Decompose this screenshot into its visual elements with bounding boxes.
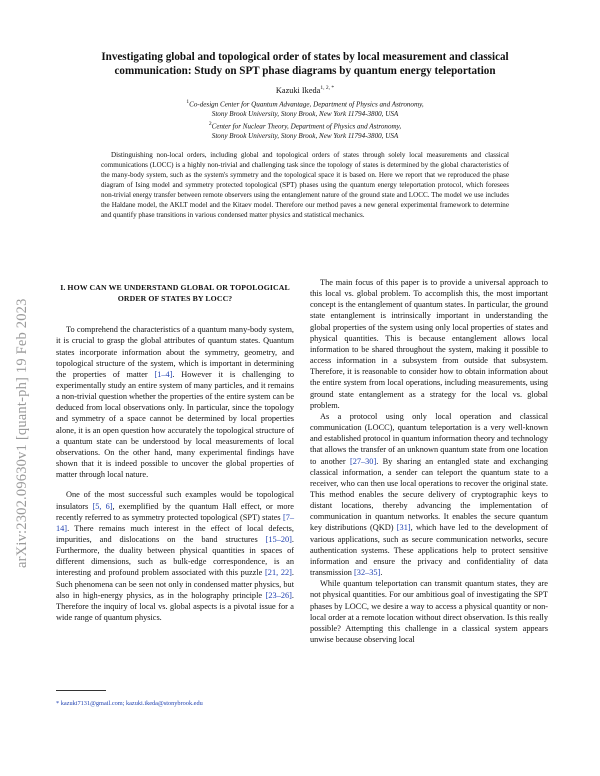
- citation-link[interactable]: [5, 6]: [92, 501, 113, 511]
- citation-link[interactable]: [15–20]: [265, 535, 292, 544]
- citation-link[interactable]: [7–14]: [56, 512, 294, 533]
- citation-link[interactable]: [32–35]: [354, 568, 381, 578]
- author-superscript: 1, 2, *: [320, 85, 335, 91]
- body-paragraph: To comprehend the characteristics of a quantum many-body system, it is crucial to grasp the global attributes of quantum states. Quantum states incorporate information about the symmetry, geometry, and topological structure of the system, which is important in determining the properties of matter [1–4]. However it is challenging to experimentally study an entire system of many particles, and it remains a non-trivial question whether the properties of the entire system can be deduced from local observations only. In particular, since the topology and symmetry of a space cannot be determined by local properties alone, it is an open question how accurately the topological structure of a quantum state can be understood by local measurements of local observations. On the other hand, many experimental findings have shown that it is indeed possible to uncover the global properties of matter through local nature.: [56, 325, 294, 480]
- footnote-divider: [56, 690, 106, 691]
- citation-link[interactable]: [27–30]: [349, 456, 377, 466]
- affiliations: [66, 98, 544, 141]
- right-column: [310, 277, 548, 645]
- author-line: [66, 85, 544, 95]
- body-paragraph: As a protocol using only local operation and classical communication (LOCC), quantum teleportation is a very well-known and established protocol in quantum information theory and technology that allows the transfer of an unknown quantum state from one location to another [27–30]. By sharing an entangled state and exchanging classical information, a sender can teleport the quantum state to a receiver, who can then use local operations to recover the original state. This method enables the secure delivery of cryptographic keys to distant locations, thereby advancing the implementation of communication in quantum networks. It enables the secure quantum key distributions (QKD) [31], which have led to the development of various applications, such as secure communication networks, secure authentication systems. These applications help to protect sensitive information and ensure the privacy and confidentiality of data transmission [32–35].: [310, 411, 548, 578]
- affiliation-line: $^2$Center for Nuclear Theory, Department of Physics and Astronomy,: [208, 120, 402, 130]
- body-paragraph: While quantum teleportation can transmit quantum states, they are not physical quantities. For our ambitious goal of investigating the SPT phases by LOCC, we desire a way to access a physical quantity or non-local order at a remote location without direct observation. Is this really possible? Attempting this challenge in a classical system appears unwise because observing local: [310, 579, 548, 644]
- body-paragraph: The main focus of this paper is to provide a universal approach to this local vs. global problem. To accomplish this, the most important concept is the entanglement of quantum states. In particular, the ground state entanglement is intrinsically important in understanding the global properties of the system using only local properties of states and physical quantities. This is because entanglement allows local information to be shared throughout the system, making it possible to access information in a subsystem from outside that subsystem. Therefore, it is reasonable to consider how to obtain information about the entire system from local operations, including measurements, using ground state entanglement as a strategy for the local vs. global problem.: [310, 278, 548, 410]
- arxiv-identifier[interactable]: arXiv:2302.09630v1 [quant-ph] 19 Feb 2023: [14, 298, 30, 568]
- citation-link[interactable]: [31]: [396, 523, 411, 533]
- author-email-footnote[interactable]: * kazuki7131@gmail.com; kazuki.ikeda@stonybrook.edu: [56, 700, 203, 707]
- affiliation-line: Stony Brook University, Stony Brook, New York 11794-3800, USA: [211, 131, 399, 140]
- citation-link[interactable]: [23–26]: [265, 590, 292, 600]
- left-column: [56, 283, 294, 623]
- citation-link[interactable]: [1–4]: [154, 369, 173, 379]
- affiliation-line: Stony Brook University, Stony Brook, New York 11794-3800, USA: [211, 109, 399, 118]
- abstract: Distinguishing non-local orders, including global and topological orders of states through solely local measurements and classical communications (LOCC) is a highly non-trivial and challenging task since the topology of states is determined by the global characteristics of the many-body system, such as the system's symmetry and the topological space it is based on. Here we report that we reproduced the phase diagram of Ising model and symmetry protected topological (SPT) phases using the quantum energy teleportation protocol, which foresees non-trivial energy transfer between remote observers using the entanglement nature of the ground state and LOCC. The model we use includes the Haldane model, the AKLT model and the Kitaev model. Therefore our method paves a new general experimental framework to determine and quantify phase transitions in various condensed matter physics and statistical mechanics.: [101, 151, 509, 219]
- author-name: Kazuki Ikeda: [275, 85, 321, 95]
- affiliation-line: $^1$Co-design Center for Quantum Advantage, Department of Physics and Astronomy,: [186, 99, 424, 109]
- body-paragraph: One of the most successful such examples would be topological insulators [5, 6], exemplified by the quantum Hall effect, or more recently referred to as symmetry protected topological (SPT) states [7–14]. There remains much interest in the effect of local defects, impurities, and dislocations on the band structures [15–20]. Furthermore, the duality between physical quantities in spaces of different dimensions, such as bulk-edge correspondence, is an interesting and profound problem associated with this puzzle [21, 22]. Such phenomena can be seen not only in condensed matter physics, but also in high-energy physics, as in the holography principle [23–26]. Therefore the inquiry of local vs. global aspects is a pivotal issue for a wide range of quantum physics.: [56, 490, 294, 623]
- paper-title: Investigating global and topological order of states by local measurement and classical communication: Study on SPT phase diagrams by quantum energy teleportation: [101, 51, 509, 78]
- citation-link[interactable]: [21, 22]: [265, 568, 292, 578]
- section-heading: I. HOW CAN WE UNDERSTAND GLOBAL OR TOPOLOGICAL ORDER OF STATES BY LOCC?: [60, 283, 290, 303]
